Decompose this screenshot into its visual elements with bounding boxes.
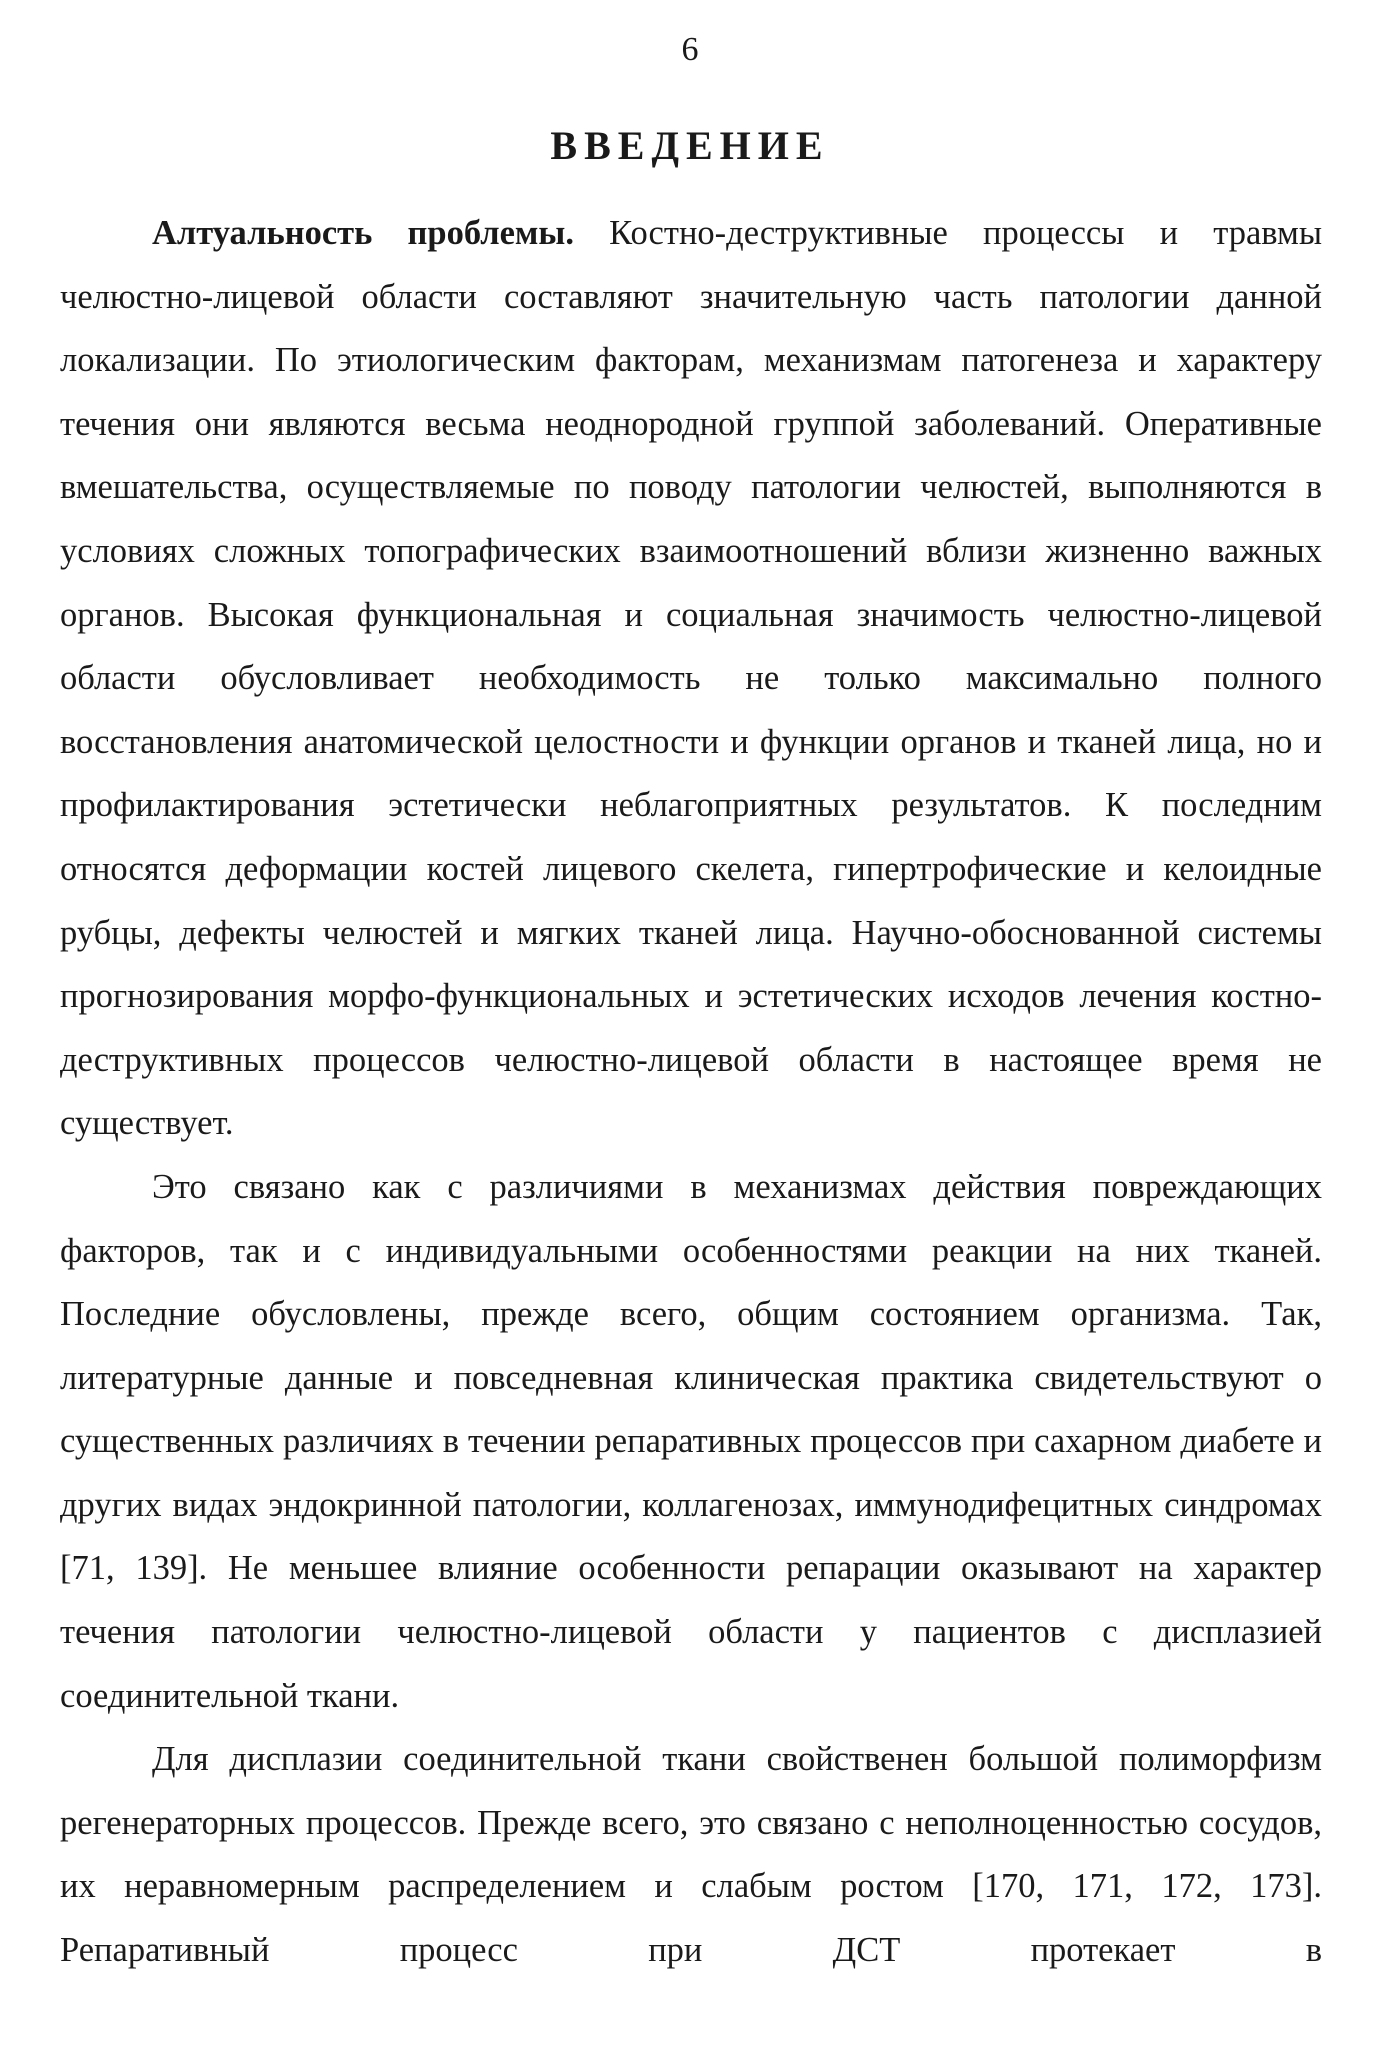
paragraph-lead: Алтуальность проблемы. <box>152 214 574 252</box>
paragraph-text: Для дисплазии соединительной ткани свойственен большой полиморфизм регенераторных процессов. Прежде всего, это связано с неполноценностью сосудов, их неравномерным распределением и слабым ростом [170, 171, 172, 173]. Репаративный процесс при ДСТ протекает в <box>60 1740 1322 1970</box>
paragraph-text: Костно-деструктивные процессы и травмы челюстно-лицевой области составляют значительную часть патологии данной локализации. По этиологическим факторам, механизмам патогенеза и характеру течения они являются весьма неоднородной группой заболеваний. Оперативные вмешательства, осуществляемые по поводу патологии челюстей, выполняются в условиях сложных топографических взаимоотношений вблизи жизненно важных органов. Высокая функциональная и социальная значимость челюстно-лицевой области обусловливает необходимость не только максимально полного восстановления анатомической целостности и функции органов и тканей лица, но и профилактирования эстетически неблагоприятных результатов. К последним относятся деформации костей лицевого скелета, гипертрофические и келоидные рубцы, дефекты челюстей и мягких тканей лица. Научно-обоснованной системы прогнозирования морфо-функциональных и эстетических исходов лечения костно-деструктивных процессов челюстно-лицевой области в настоящее время не существует. <box>60 214 1322 1143</box>
body-text <box>60 202 1322 1983</box>
paragraph-relevance <box>60 202 1322 1156</box>
paragraph-causes <box>60 1156 1322 1728</box>
paragraph-text: Это связано как с различиями в механизмах действия повреждающих факторов, так и с индивидуальными особенностями реакции на них тканей. Последние обусловлены, прежде всего, общим состоянием организма. Так, литературные данные и повседневная клиническая практика свидетельствуют о существенных различиях в течении репаративных процессов при сахарном диабете и других видах эндокринной патологии, коллагенозах, иммунодифецитных синдромах [71, 139]. Не меньшее влияние особенности репарации оказывают на характер течения патологии челюстно-лицевой области у пациентов с дисплазией соединительной ткани. <box>60 1167 1322 1715</box>
section-heading: ВВЕДЕНИЕ <box>550 123 830 168</box>
paragraph-dysplasia <box>60 1728 1322 1982</box>
page-number: 6 <box>681 31 699 68</box>
